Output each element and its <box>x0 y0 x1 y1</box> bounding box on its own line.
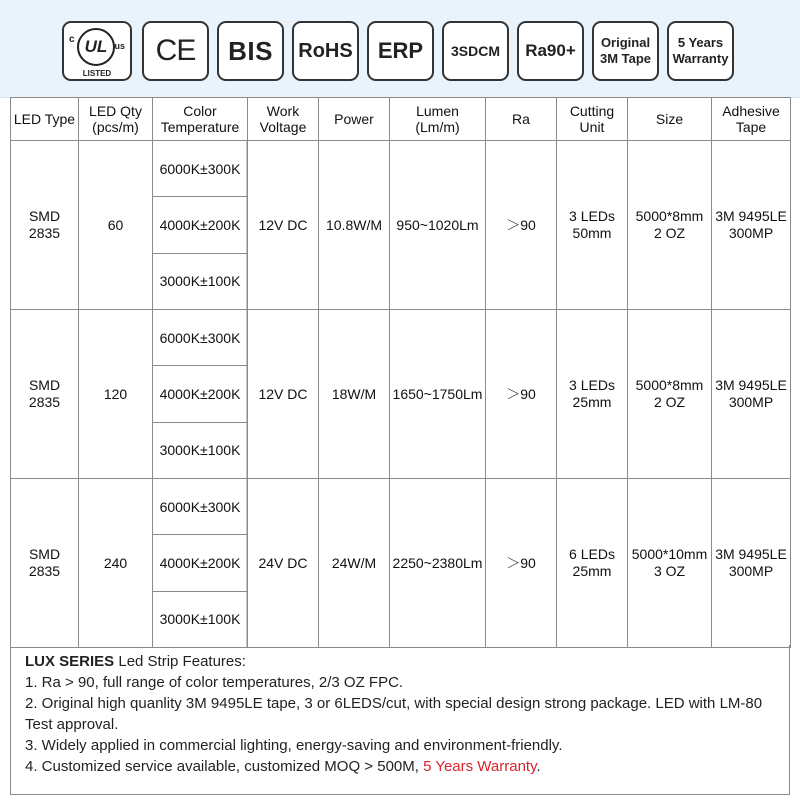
size-cell: 5000*8mm 2 OZ <box>628 310 712 479</box>
warranty-highlight: 5 Years Warranty <box>423 758 537 775</box>
header-cutting-unit: Cutting Unit <box>557 98 628 141</box>
rohs-label: RoHS <box>298 39 353 62</box>
ul-listed-badge <box>62 21 132 81</box>
header-ra: Ra <box>486 98 557 141</box>
color-temp-item: 4000K±200K <box>153 197 247 253</box>
features-box <box>10 645 790 795</box>
series-name: LUX SERIES <box>25 653 115 670</box>
adhesive-tape-cell: 3M 9495LE 300MP <box>712 141 791 310</box>
features-title-rest: Led Strip Features: <box>114 653 246 670</box>
cutting-unit-cell: 3 LEDs 25mm <box>557 310 628 479</box>
color-temp-item: 4000K±200K <box>153 366 247 422</box>
ra-cell: ＞90 <box>486 310 557 479</box>
5-years-label: 5 Years <box>677 35 724 50</box>
color-temperature-cell <box>153 310 248 479</box>
warranty-label: Warranty <box>672 51 729 66</box>
led-type-cell: SMD 2835 <box>11 479 79 648</box>
led-qty-cell: 240 <box>79 479 153 648</box>
led-qty-cell: 60 <box>79 141 153 310</box>
spec-table <box>10 97 791 648</box>
ul-c-mark: c <box>69 34 75 45</box>
work-voltage-cell: 12V DC <box>248 310 319 479</box>
color-temp-item: 4000K±200K <box>153 535 247 591</box>
certification-banner <box>0 0 800 98</box>
rohs-badge <box>292 21 359 81</box>
header-led-type: LED Type <box>11 98 79 141</box>
feature-item-end: . <box>536 758 541 775</box>
ra90-label: Ra90+ <box>525 41 576 60</box>
adhesive-tape-cell: 3M 9495LE 300MP <box>712 310 791 479</box>
original-3m-tape-badge <box>592 21 659 81</box>
led-qty-cell: 120 <box>79 310 153 479</box>
ul-us-mark: us <box>114 41 125 51</box>
table-row <box>11 141 791 310</box>
color-temperature-cell <box>153 479 248 648</box>
work-voltage-cell: 24V DC <box>248 479 319 648</box>
work-voltage-cell: 12V DC <box>248 141 319 310</box>
header-led-qty: LED Qty (pcs/m) <box>79 98 153 141</box>
erp-label: ERP <box>377 38 424 63</box>
led-type-cell: SMD 2835 <box>11 310 79 479</box>
table-row <box>11 479 791 648</box>
ul-logo-icon <box>69 26 125 76</box>
color-temperature-cell <box>153 141 248 310</box>
size-cell: 5000*8mm 2 OZ <box>628 141 712 310</box>
feature-item: 1. Ra > 90, full range of color temperatures, 2/3 OZ FPC. <box>25 674 404 691</box>
3sdcm-label: 3SDCM <box>450 43 500 59</box>
lumen-cell: 2250~2380Lm <box>390 479 486 648</box>
3sdcm-badge <box>442 21 509 81</box>
bis-label: BIS <box>228 35 273 66</box>
led-type-cell: SMD 2835 <box>11 141 79 310</box>
header-lumen: Lumen (Lm/m) <box>390 98 486 141</box>
power-cell: 10.8W/M <box>319 141 390 310</box>
feature-item-text: 4. Customized service available, customized MOQ > 500M, <box>25 758 424 775</box>
3m-tape-label: 3M Tape <box>599 51 652 66</box>
color-temp-item: 6000K±300K <box>153 141 247 197</box>
original-label: Original <box>600 35 651 50</box>
ce-label: CE <box>155 34 196 67</box>
color-temp-item: 3000K±100K <box>153 254 247 309</box>
cutting-unit-cell: 3 LEDs 50mm <box>557 141 628 310</box>
ul-listed-text: LISTED <box>82 69 112 78</box>
feature-item <box>25 756 775 777</box>
feature-item: 3. Widely applied in commercial lighting, energy-saving and environment-friendly. <box>25 737 563 754</box>
5-years-warranty-badge <box>667 21 734 81</box>
bis-badge <box>217 21 284 81</box>
header-work-voltage: Work Voltage <box>248 98 319 141</box>
ra90-badge <box>517 21 584 81</box>
color-temp-item: 3000K±100K <box>153 592 247 647</box>
ra-cell: ＞90 <box>486 479 557 648</box>
features-title <box>25 651 775 672</box>
color-temp-item: 3000K±100K <box>153 423 247 478</box>
power-cell: 24W/M <box>319 479 390 648</box>
header-color-temperature: Color Temperature <box>153 98 248 141</box>
header-size: Size <box>628 98 712 141</box>
header-adhesive-tape: Adhesive Tape <box>712 98 791 141</box>
ul-circle: UL <box>77 28 115 66</box>
power-cell: 18W/M <box>319 310 390 479</box>
table-row <box>11 310 791 479</box>
color-temp-item: 6000K±300K <box>153 479 247 535</box>
erp-badge <box>367 21 434 81</box>
feature-item: 2. Original high quanlity 3M 9495LE tape, 3 or 6LEDS/cut, with special design strong package. LED with LM-80 Test approval. <box>25 695 763 733</box>
table-header-row <box>11 98 791 141</box>
cutting-unit-cell: 6 LEDs 25mm <box>557 479 628 648</box>
lumen-cell: 950~1020Lm <box>390 141 486 310</box>
ce-badge <box>142 21 209 81</box>
header-power: Power <box>319 98 390 141</box>
lumen-cell: 1650~1750Lm <box>390 310 486 479</box>
size-cell: 5000*10mm 3 OZ <box>628 479 712 648</box>
ra-cell: ＞90 <box>486 141 557 310</box>
color-temp-item: 6000K±300K <box>153 310 247 366</box>
adhesive-tape-cell: 3M 9495LE 300MP <box>712 479 791 648</box>
